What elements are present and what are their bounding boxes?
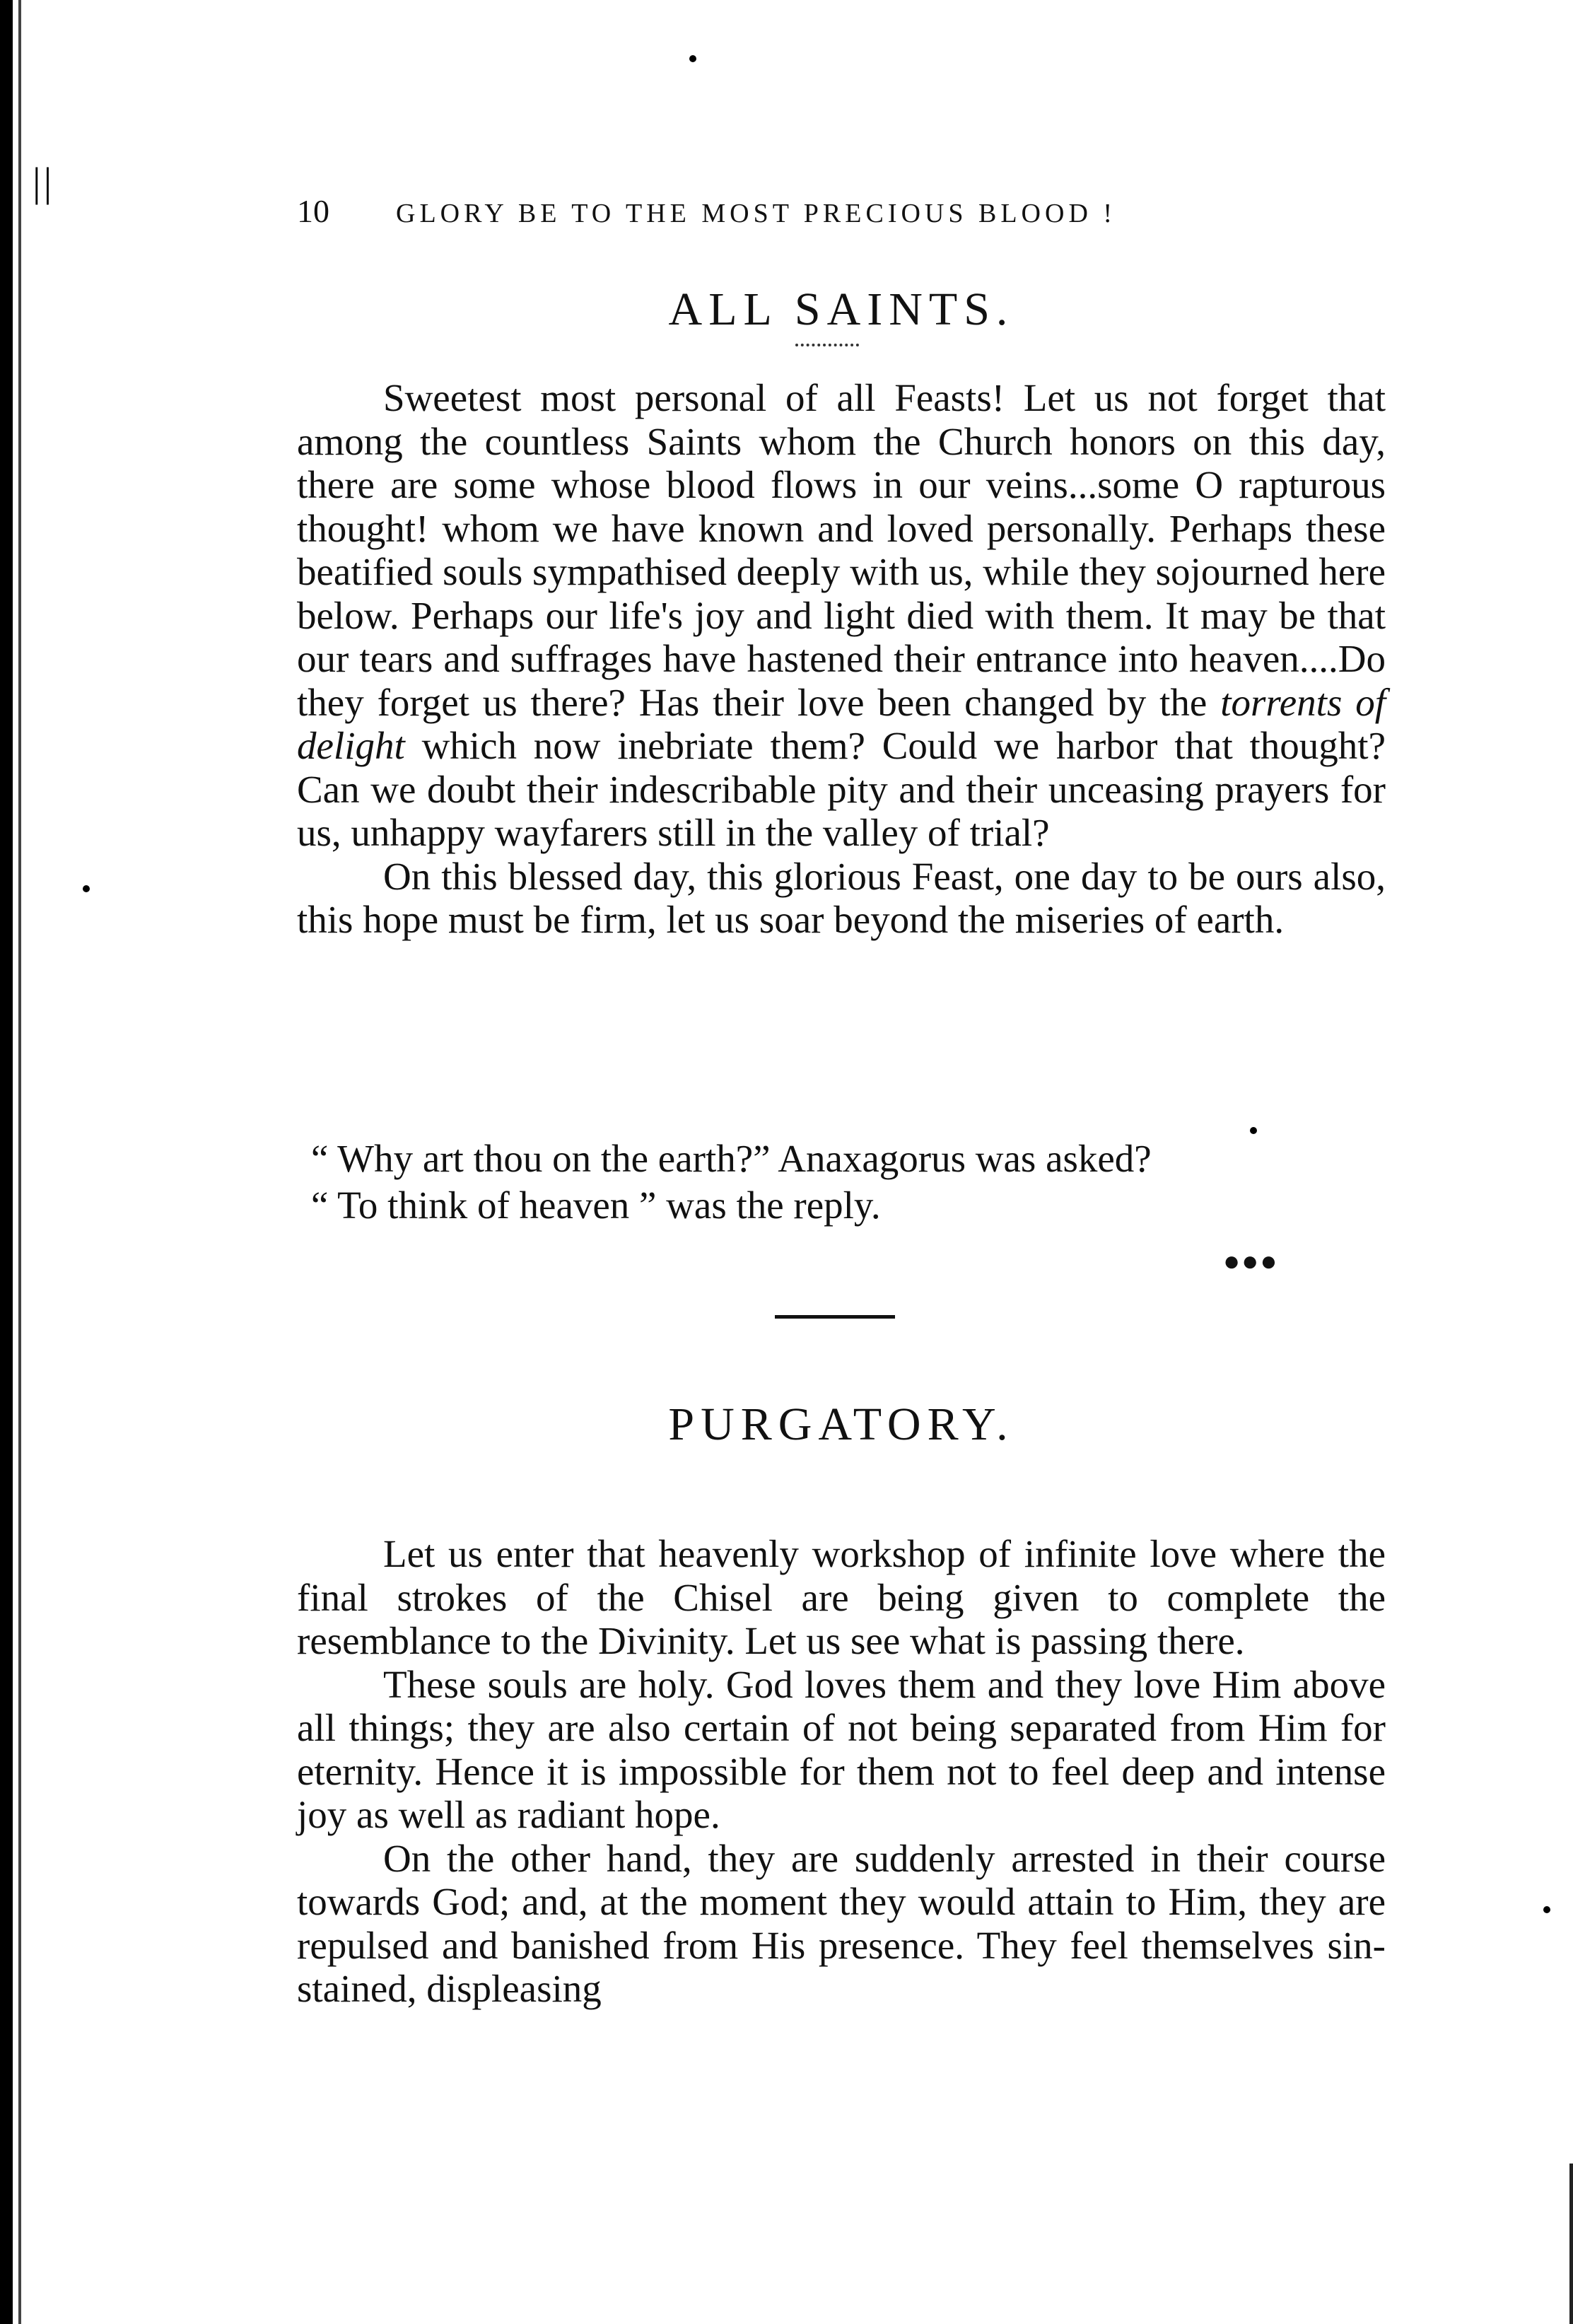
speck (1543, 1906, 1550, 1913)
speck (83, 885, 90, 892)
italic-phrase: torrents of delight (297, 680, 1386, 767)
quote-line: “ Why art thou on the earth?” Anaxagorus was asked? (311, 1137, 1152, 1180)
section-title-all-saints: ALL SAINTS. (668, 284, 1014, 336)
paragraph-text: Sweetest most personal of all Feasts! Let us not forget that among the countless Saints whom the Church honors on this day, there are some whose blood flows in our veins...some O rapturous thought! whom we have known and loved personally. Perhaps these beatified souls sympathised deeply with us, while they sojourned here below. Perhaps our life's joy and light died with them. It may be that our tears and suffrages have hastened their entrance into heaven....Do they forget us there? Has their love been changed by the (297, 376, 1386, 724)
right-edge-mark (1569, 2164, 1573, 2324)
left-binding-edge (0, 0, 13, 2324)
ornament: ●●● (1223, 1245, 1279, 1277)
paragraph-text: which now inebriate them? Could we harbor that thought? Can we doubt their indescribable pity and their unceasing prayers for us, unhappy wayfarers still in the valley of trial? (297, 724, 1386, 854)
quote-line: “ To think of heaven ” was the reply. (311, 1183, 881, 1227)
paragraph: These souls are holy. God loves them and they love Him above all things; they are also certain of not being separated from Him for eternity. Hence it is impossible for them not to feel deep and intense joy as well as radiant hope. (297, 1662, 1386, 1836)
paragraph: On this blessed day, this glorious Feast, one day to be ours also, this hope must be firm, let us soar beyond the miseries of earth. (297, 854, 1386, 941)
paragraph: On the other hand, they are suddenly arrested in their course towards God; and, at the moment they would attain to Him, they are repulsed and banished from His presence. They feel themselves sin-stained, displeasing (297, 1836, 1386, 2010)
page-number: 10 (297, 193, 329, 229)
paragraph (297, 376, 1386, 855)
running-title: GLORY BE TO THE MOST PRECIOUS BLOOD ! (396, 199, 1117, 228)
section-divider (775, 1315, 895, 1319)
speck (689, 55, 696, 62)
quote-block (297, 1137, 1386, 1230)
running-head (297, 192, 1400, 235)
purgatory-body (297, 1532, 1386, 2011)
paragraph: Let us enter that heavenly workshop of infinite love where the final strokes of the Chisel are being given to complete the resemblance to the Divinity. Let us see what is passing there. (297, 1532, 1386, 1662)
all-saints-body (297, 376, 1386, 942)
speck (1250, 1127, 1257, 1134)
margin-mark: || (33, 159, 55, 205)
section-title-purgatory: PURGATORY. (668, 1398, 1014, 1450)
left-binding-shadow (18, 0, 21, 2324)
title-divider (795, 344, 859, 346)
